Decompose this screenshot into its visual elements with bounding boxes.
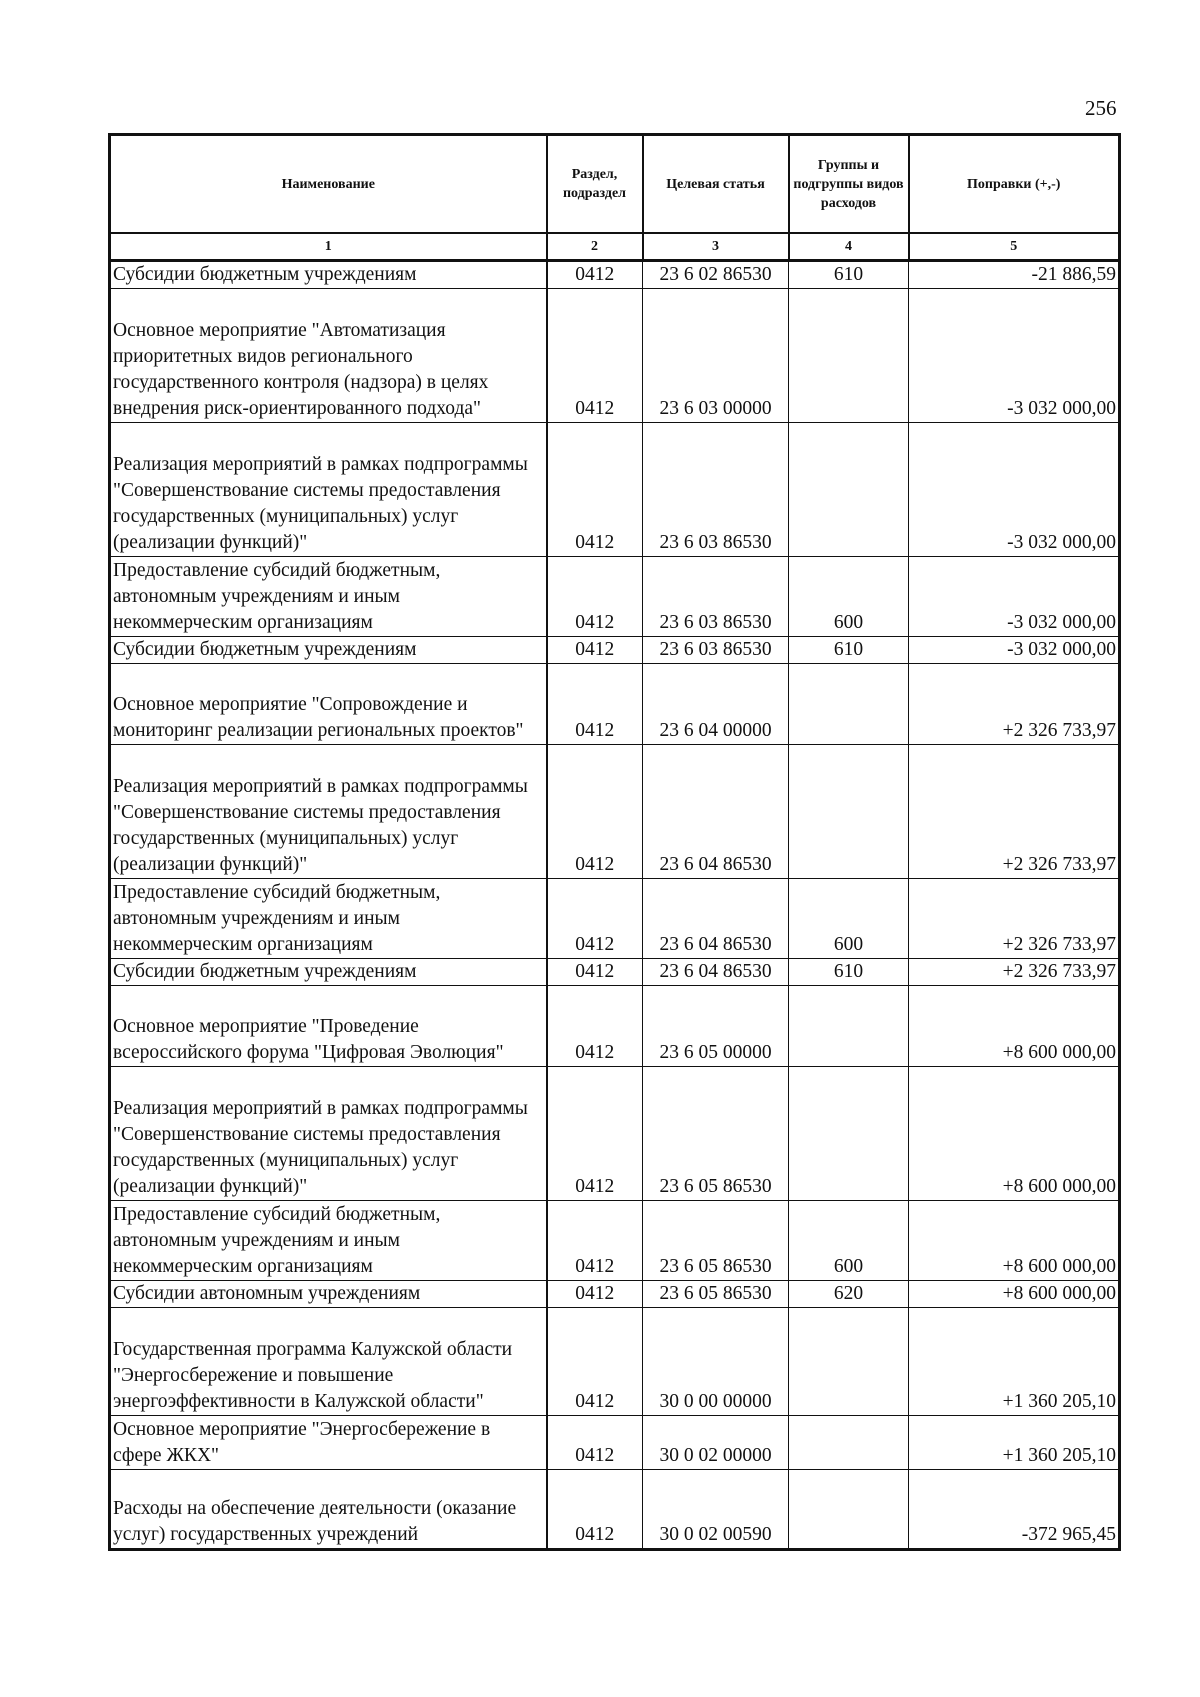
row-target-article: 23 6 03 86530 (643, 557, 789, 637)
row-section-code: 0412 (547, 1308, 643, 1416)
row-expense-group (789, 1067, 909, 1201)
row-name: Субсидии бюджетным учреждениям (110, 261, 547, 289)
row-name: Государственная программа Калужской области "Энергосбережение и повышение энергоэффективности в Калужской области" (110, 1308, 547, 1416)
row-expense-group (789, 423, 909, 557)
row-name: Предоставление субсидий бюджетным, автономным учреждениям и иным некоммерческим организациям (110, 879, 547, 959)
row-expense-group: 600 (789, 879, 909, 959)
row-name: Основное мероприятие "Энергосбережение в сфере ЖКХ" (110, 1416, 547, 1470)
row-target-article: 23 6 04 86530 (643, 959, 789, 986)
row-section-code: 0412 (547, 959, 643, 986)
table-row (110, 1201, 1120, 1281)
table-row (110, 423, 1120, 557)
row-expense-group (789, 664, 909, 745)
row-expense-group: 620 (789, 1281, 909, 1308)
table-row (110, 1281, 1120, 1308)
row-name: Основное мероприятие "Автоматизация приоритетных видов регионального государственного контроля (надзора) в целях внедрения риск-ориентированного подхода" (110, 289, 547, 423)
budget-amendments-table (108, 133, 1121, 1551)
row-expense-group: 610 (789, 959, 909, 986)
row-name: Основное мероприятие "Сопровождение и мониторинг реализации региональных проектов" (110, 664, 547, 745)
row-amendment-amount: -3 032 000,00 (909, 423, 1120, 557)
row-expense-group (789, 1416, 909, 1470)
column-number-3: 3 (643, 233, 789, 261)
table-body (110, 261, 1120, 1550)
row-expense-group (789, 745, 909, 879)
row-name: Субсидии бюджетным учреждениям (110, 959, 547, 986)
row-target-article: 30 0 00 00000 (643, 1308, 789, 1416)
row-name: Субсидии бюджетным учреждениям (110, 637, 547, 664)
row-section-code: 0412 (547, 986, 643, 1067)
table-row (110, 986, 1120, 1067)
row-amendment-amount: +1 360 205,10 (909, 1416, 1120, 1470)
table-row (110, 959, 1120, 986)
header-name: Наименование (110, 135, 547, 234)
row-amendment-amount: -372 965,45 (909, 1470, 1120, 1550)
row-amendment-amount: -3 032 000,00 (909, 289, 1120, 423)
table-row (110, 289, 1120, 423)
column-number-1: 1 (110, 233, 547, 261)
row-amendment-amount: +2 326 733,97 (909, 745, 1120, 879)
row-section-code: 0412 (547, 261, 643, 289)
page-number: 256 (1085, 96, 1117, 120)
header-groups: Группы и подгруппы видов расходов (789, 135, 909, 234)
row-section-code: 0412 (547, 664, 643, 745)
column-number-4: 4 (789, 233, 909, 261)
row-section-code: 0412 (547, 423, 643, 557)
row-name: Основное мероприятие "Проведение всероссийского форума "Цифровая Эволюция" (110, 986, 547, 1067)
row-section-code: 0412 (547, 289, 643, 423)
row-target-article: 23 6 05 86530 (643, 1201, 789, 1281)
row-expense-group: 600 (789, 557, 909, 637)
row-expense-group (789, 1308, 909, 1416)
row-expense-group (789, 289, 909, 423)
header-row (110, 135, 1120, 234)
row-name: Субсидии автономным учреждениям (110, 1281, 547, 1308)
row-target-article: 23 6 04 86530 (643, 879, 789, 959)
row-target-article: 23 6 05 00000 (643, 986, 789, 1067)
column-number-2: 2 (547, 233, 643, 261)
row-expense-group: 600 (789, 1201, 909, 1281)
row-section-code: 0412 (547, 1281, 643, 1308)
row-expense-group (789, 1470, 909, 1550)
row-name: Предоставление субсидий бюджетным, автономным учреждениям и иным некоммерческим организациям (110, 1201, 547, 1281)
row-amendment-amount: -21 886,59 (909, 261, 1120, 289)
row-section-code: 0412 (547, 745, 643, 879)
row-amendment-amount: +1 360 205,10 (909, 1308, 1120, 1416)
table-row (110, 1308, 1120, 1416)
row-amendment-amount: +2 326 733,97 (909, 664, 1120, 745)
row-amendment-amount: -3 032 000,00 (909, 637, 1120, 664)
row-target-article: 23 6 04 00000 (643, 664, 789, 745)
table-row (110, 1067, 1120, 1201)
row-section-code: 0412 (547, 1470, 643, 1550)
row-name: Предоставление субсидий бюджетным, автономным учреждениям и иным некоммерческим организациям (110, 557, 547, 637)
row-target-article: 23 6 02 86530 (643, 261, 789, 289)
row-target-article: 23 6 03 86530 (643, 423, 789, 557)
table-row (110, 637, 1120, 664)
row-target-article: 23 6 03 00000 (643, 289, 789, 423)
table-row (110, 664, 1120, 745)
row-section-code: 0412 (547, 1416, 643, 1470)
table-row (110, 1416, 1120, 1470)
row-amendment-amount: +8 600 000,00 (909, 986, 1120, 1067)
header-target: Целевая статья (643, 135, 789, 234)
table-row (110, 1470, 1120, 1550)
header-section: Раздел, подраздел (547, 135, 643, 234)
row-amendment-amount: +8 600 000,00 (909, 1281, 1120, 1308)
row-target-article: 30 0 02 00000 (643, 1416, 789, 1470)
row-target-article: 23 6 04 86530 (643, 745, 789, 879)
row-name: Реализация мероприятий в рамках подпрограммы "Совершенствование системы предоставления государственных (муниципальных) услуг (реализации функций)" (110, 1067, 547, 1201)
row-target-article: 23 6 05 86530 (643, 1281, 789, 1308)
table-row (110, 745, 1120, 879)
row-name: Реализация мероприятий в рамках подпрограммы "Совершенствование системы предоставления государственных (муниципальных) услуг (реализации функций)" (110, 745, 547, 879)
row-expense-group (789, 986, 909, 1067)
row-section-code: 0412 (547, 879, 643, 959)
column-number-row (110, 233, 1120, 261)
row-amendment-amount: +8 600 000,00 (909, 1201, 1120, 1281)
table-row (110, 261, 1120, 289)
row-section-code: 0412 (547, 1067, 643, 1201)
header-amendments: Поправки (+,-) (909, 135, 1120, 234)
row-section-code: 0412 (547, 1201, 643, 1281)
row-target-article: 23 6 05 86530 (643, 1067, 789, 1201)
row-expense-group: 610 (789, 261, 909, 289)
row-target-article: 23 6 03 86530 (643, 637, 789, 664)
row-expense-group: 610 (789, 637, 909, 664)
row-amendment-amount: +2 326 733,97 (909, 879, 1120, 959)
row-amendment-amount: -3 032 000,00 (909, 557, 1120, 637)
row-name: Реализация мероприятий в рамках подпрограммы "Совершенствование системы предоставления государственных (муниципальных) услуг (реализации функций)" (110, 423, 547, 557)
row-amendment-amount: +8 600 000,00 (909, 1067, 1120, 1201)
row-target-article: 30 0 02 00590 (643, 1470, 789, 1550)
table-row (110, 557, 1120, 637)
table-row (110, 879, 1120, 959)
row-amendment-amount: +2 326 733,97 (909, 959, 1120, 986)
row-name: Расходы на обеспечение деятельности (оказание услуг) государственных учреждений (110, 1470, 547, 1550)
column-number-5: 5 (909, 233, 1120, 261)
row-section-code: 0412 (547, 637, 643, 664)
row-section-code: 0412 (547, 557, 643, 637)
